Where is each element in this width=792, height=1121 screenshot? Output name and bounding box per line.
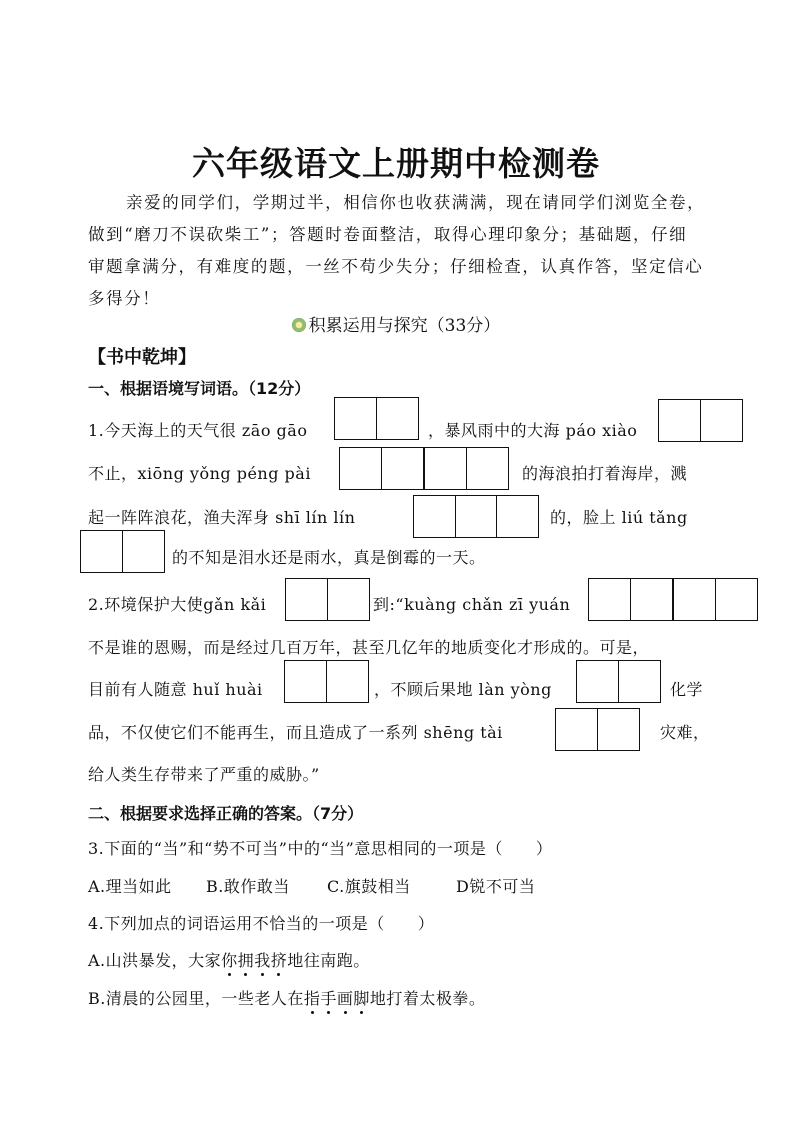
section-title: 积累运用与探究（33分） xyxy=(0,311,792,336)
q2-line3-c: 化学 xyxy=(670,680,704,699)
q1-line2-a: 不止，xiōng yǒng péng pài xyxy=(88,464,311,483)
q3-option-d: D锐不可当 xyxy=(456,877,536,896)
q1-line3-a: 起一阵阵浪花，渔夫浑身 shī lín lín xyxy=(88,508,356,527)
answer-box-lanyong[interactable] xyxy=(576,660,659,704)
q1-line1-b: ，暴风雨中的大海 páo xiào xyxy=(428,421,638,440)
q4-stem: 4.下列加点的词语运用不恰当的一项是（ ） xyxy=(88,914,435,933)
answer-box-xiongyong[interactable] xyxy=(339,447,507,491)
q2-line3-b: ，不顾后果地 làn yòng xyxy=(374,680,552,699)
page-title: 六年级语文上册期中检测卷 xyxy=(192,144,600,183)
q1-line3-b: 的，脸上 liú tǎng xyxy=(550,508,688,527)
q2-line2: 不是谁的恩赐，而是经过几百万年，甚至几亿年的地质变化才形成的。可是， xyxy=(88,638,650,657)
answer-box-gankai[interactable] xyxy=(285,578,368,622)
q3-option-a: A.理当如此 xyxy=(88,877,172,896)
q2-line5: 给人类生存带来了严重的威胁。” xyxy=(88,765,320,784)
bracket-heading: 【书中乾坤】 xyxy=(88,347,196,368)
q3-option-c: C.旗鼓相当 xyxy=(327,877,411,896)
q1-line4: 的不知是泪水还是雨水，真是倒霉的一天。 xyxy=(172,548,486,567)
answer-box-zaogao[interactable] xyxy=(334,397,417,441)
answer-box-kuangchan[interactable] xyxy=(588,578,756,622)
q2-line3-a: 目前有人随意 huǐ huài xyxy=(88,680,263,699)
answer-box-paoxiao[interactable] xyxy=(658,399,741,443)
q3-option-b: B.敢作敢当 xyxy=(206,877,290,896)
q4-option-a: A.山洪暴发，大家你拥我挤地往南跑。 xyxy=(88,951,370,970)
intro-line-1: 亲爱的同学们，学期过半，相信你也收获满满，现在请同学们浏览全卷， xyxy=(126,193,706,212)
answer-box-huihuai[interactable] xyxy=(284,660,367,704)
q2-line1-a: 2.环境保护大使gǎn kǎi xyxy=(88,595,267,614)
q1-heading: 一、根据语境写词语。（12分） xyxy=(88,379,311,398)
q3-stem: 3.下面的“当”和“势不可当”中的“当”意思相同的一项是（ ） xyxy=(88,839,553,858)
q2-line1-b: 到:“kuàng chǎn zī yuán xyxy=(373,595,571,614)
intro-line-2: 做到“磨刀不误砍柴工”；答题时卷面整洁，取得心理印象分；基础题，仔细 xyxy=(88,225,688,244)
q-two-heading: 二、根据要求选择正确的答案。（7分） xyxy=(88,804,364,823)
answer-box-shilinlin[interactable] xyxy=(413,495,538,539)
q4-option-b: B.清晨的公园里，一些老人在指手画脚地打着太极拳。 xyxy=(88,989,486,1008)
q1-line1-a: 1.今天海上的天气很 zāo gāo xyxy=(88,421,308,440)
answer-box-liutang[interactable] xyxy=(80,530,163,574)
answer-box-shengtai[interactable] xyxy=(555,708,638,752)
q2-line4-b: 灾难， xyxy=(660,723,710,742)
q2-line4-a: 品，不仅使它们不能再生，而且造成了一系列 shēng tài xyxy=(88,723,503,742)
intro-line-3: 审题拿满分，有难度的题，一丝不苟少失分；仔细检查，认真作答，坚定信心 xyxy=(88,257,704,276)
flower-icon xyxy=(292,318,306,332)
intro-line-4: 多得分！ xyxy=(88,289,161,308)
q1-line2-b: 的海浪拍打着海岸，溅 xyxy=(522,464,688,483)
